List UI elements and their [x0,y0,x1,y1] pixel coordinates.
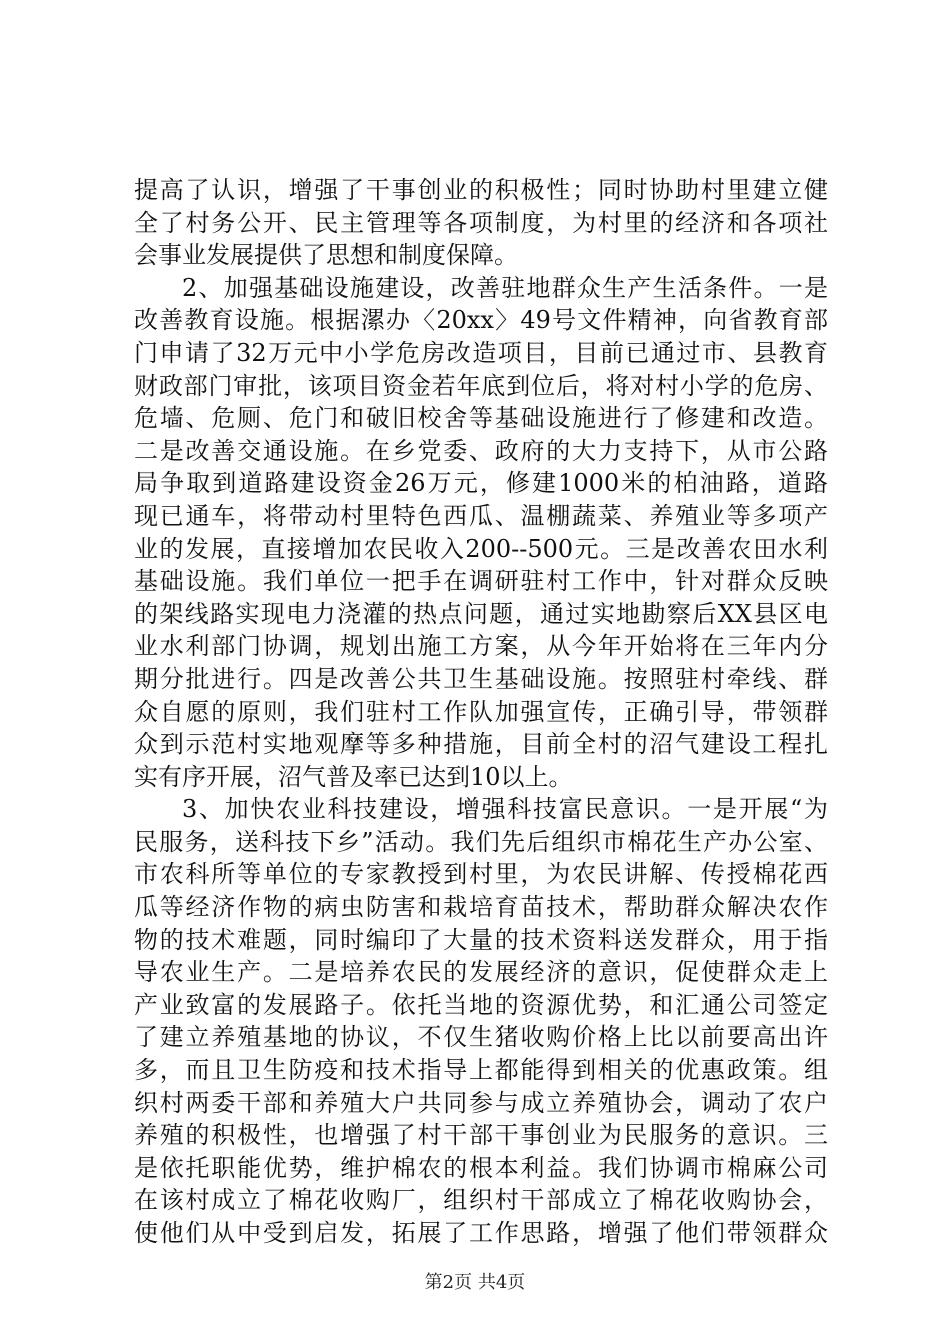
text-line: 物的技术难题，同时编印了大量的技术资料送发群众，用于指 [134,925,828,954]
text-line: 现已通车，将带动村里特色西瓜、温棚蔬菜、养殖业等多项产 [134,501,828,530]
text-line: 导农业生产。二是培养农民的发展经济的意识，促使群众走上 [134,958,828,987]
text-line: 多，而且卫生防疫和技术指导上都能得到相关的优惠政策。组 [134,1056,828,1085]
text-line: 财政部门审批，该项目资金若年底到位后，将对村小学的危房、 [134,371,828,400]
text-line: 产业致富的发展路子。依托当地的资源优势，和汇通公司签定 [134,990,828,1019]
text-line: 危墙、危厕、危门和破旧校舍等基础设施进行了修建和改造。 [134,404,828,433]
page-number-footer: 第2页 共4页 [424,1272,526,1293]
text-line: 了建立养殖基地的协议，不仅生猪收购价格上比以前要高出许 [134,1023,828,1052]
text-line: 实有序开展，沼气普及率已达到10以上。 [134,762,573,791]
text-line: 3、加快农业科技建设，增强科技富民意识。一是开展“为 [182,795,828,824]
text-line: 提高了认识，增强了干事创业的积极性；同时协助村里建立健 [134,176,828,204]
text-line: 期分批进行。四是改善公共卫生基础设施。按照驻村牵线、群 [134,664,828,693]
text-line: 基础设施。我们单位一把手在调研驻村工作中，针对群众反映 [134,567,828,596]
text-line: 在该村成立了棉花收购厂，组织村干部成立了棉花收购协会， [134,1186,828,1215]
text-line: 局争取到道路建设资金26万元，修建1000米的柏油路，道路 [134,469,828,498]
text-line: 的架线路实现电力浇灌的热点问题，通过实地勘察后XX县区电 [134,599,828,628]
text-line: 2、加强基础设施建设，改善驻地群众生产生活条件。一是 [182,273,828,302]
text-line: 瓜等经济作物的病虫防害和栽培育苗技术，帮助群众解决农作 [134,893,828,922]
text-line: 众自愿的原则，我们驻村工作队加强宣传，正确引导，带领群 [134,697,828,726]
text-line: 是依托职能优势，维护棉农的根本利益。我们协调市棉麻公司 [134,1153,828,1182]
text-line: 全了村务公开、民主管理等各项制度，为村里的经济和各项社 [134,208,828,237]
text-line: 业水利部门协调，规划出施工方案，从今年开始将在三年内分 [134,632,828,661]
text-line: 会事业发展提供了思想和制度保障。 [134,241,518,270]
text-line: 二是改善交通设施。在乡党委、政府的大力支持下，从市公路 [134,436,828,465]
text-line: 民服务，送科技下乡”活动。我们先后组织市棉花生产办公室、 [134,827,828,856]
text-line: 养殖的积极性，也增强了村干部干事创业为民服务的意识。三 [134,1121,828,1150]
text-line: 业的发展，直接增加农民收入200--500元。三是改善农田水利 [134,534,828,563]
body-text [134,174,828,1250]
text-line: 众到示范村实地观摩等多种措施，目前全村的沼气建设工程扎 [134,730,828,759]
text-line: 市农科所等单位的专家教授到村里，为农民讲解、传授棉花西 [134,860,828,889]
text-line: 织村两委干部和养殖大户共同参与成立养殖协会，调动了农户 [134,1088,828,1117]
text-line: 门申请了32万元中小学危房改造项目，目前已通过市、县教育 [134,338,828,367]
text-line: 使他们从中受到启发，拓展了工作思路，增强了他们带领群众 [134,1219,828,1247]
text-line: 改善教育设施。根据漯办〈20xx〉49号文件精神，向省教育部 [134,306,828,335]
